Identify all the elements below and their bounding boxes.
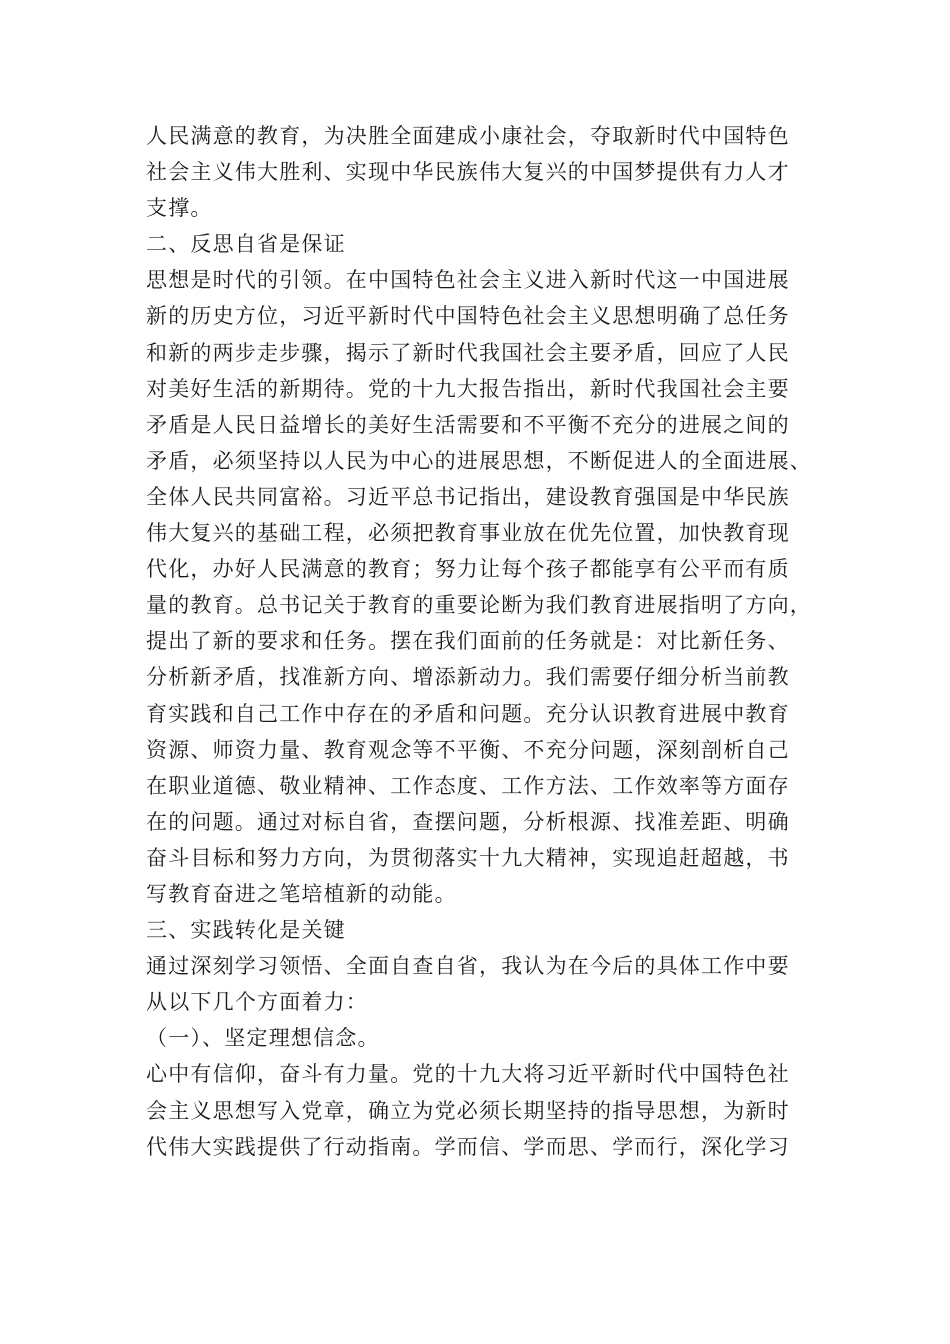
document-body — [146, 118, 836, 1165]
text-line: 心中有信仰，奋斗有力量。党的十九大将习近平新时代中国特色社 — [146, 1062, 790, 1087]
text-line: 提出了新的要求和任务。摆在我们面前的任务就是：对比新任务、 — [146, 629, 790, 654]
text-line: 在的问题。通过对标自省，查摆问题，分析根源、找准差距、明确 — [146, 809, 790, 834]
text-line: 伟大复兴的基础工程，必须把教育事业放在优先位置，加快教育现 — [146, 521, 790, 546]
section-heading: 三、实践转化是关键 — [146, 918, 346, 943]
text-line: 和新的两步走步骤，揭示了新时代我国社会主要矛盾，回应了人民 — [146, 340, 790, 365]
text-line: 写教育奋进之笔培植新的动能。 — [146, 881, 457, 906]
text-line: 奋斗目标和努力方向，为贯彻落实十九大精神，实现追赶超越，书 — [146, 845, 790, 870]
text-line: 社会主义伟大胜利、实现中华民族伟大复兴的中国梦提供有力人才 — [146, 160, 790, 185]
text-line: 全体人民共同富裕。习近平总书记指出，建设教育强国是中华民族 — [146, 484, 790, 509]
text-line: 人民满意的教育，为决胜全面建成小康社会，夺取新时代中国特色 — [146, 124, 790, 148]
text-line: 分析新矛盾，找准新方向、增添新动力。我们需要仔细分析当前教 — [146, 665, 790, 690]
text-line: 支撑。 — [146, 196, 213, 221]
text-line: 在职业道德、敬业精神、工作态度、工作方法、工作效率等方面存 — [146, 773, 790, 798]
text-line: 通过深刻学习领悟、全面自查自省，我认为在今后的具体工作中要 — [146, 954, 790, 979]
text-line: 对美好生活的新期待。党的十九大报告指出，新时代我国社会主要 — [146, 376, 790, 401]
text-line: 育实践和自己工作中存在的矛盾和问题。充分认识教育进展中教育 — [146, 701, 790, 726]
text-line: 代伟大实践提供了行动指南。学而信、学而思、学而行，深化学习 — [146, 1134, 790, 1159]
text-line: 从以下几个方面着力： — [146, 990, 368, 1015]
text-line: 会主义思想写入党章，确立为党必须长期坚持的指导思想，为新时 — [146, 1098, 790, 1123]
text-line: 新的历史方位，习近平新时代中国特色社会主义思想明确了总任务 — [146, 304, 790, 329]
text-line: 量的教育。总书记关于教育的重要论断为我们教育进展指明了方向， — [146, 593, 812, 618]
text-line: 资源、师资力量、教育观念等不平衡、不充分问题，深刻剖析自己 — [146, 737, 790, 762]
text-line: 思想是时代的引领。在中国特色社会主义进入新时代这一中国进展 — [146, 268, 790, 293]
text-line: 矛盾，必须坚持以人民为中心的进展思想，不断促进人的全面进展、 — [146, 448, 812, 473]
section-heading: 二、反思自省是保证 — [146, 232, 346, 257]
text-line: 代化，办好人民满意的教育；努力让每个孩子都能享有公平而有质 — [146, 557, 790, 582]
text-line: 矛盾是人民日益增长的美好生活需要和不平衡不充分的进展之间的 — [146, 412, 790, 437]
subsection-heading: （一）、坚定理想信念。 — [146, 1026, 380, 1051]
